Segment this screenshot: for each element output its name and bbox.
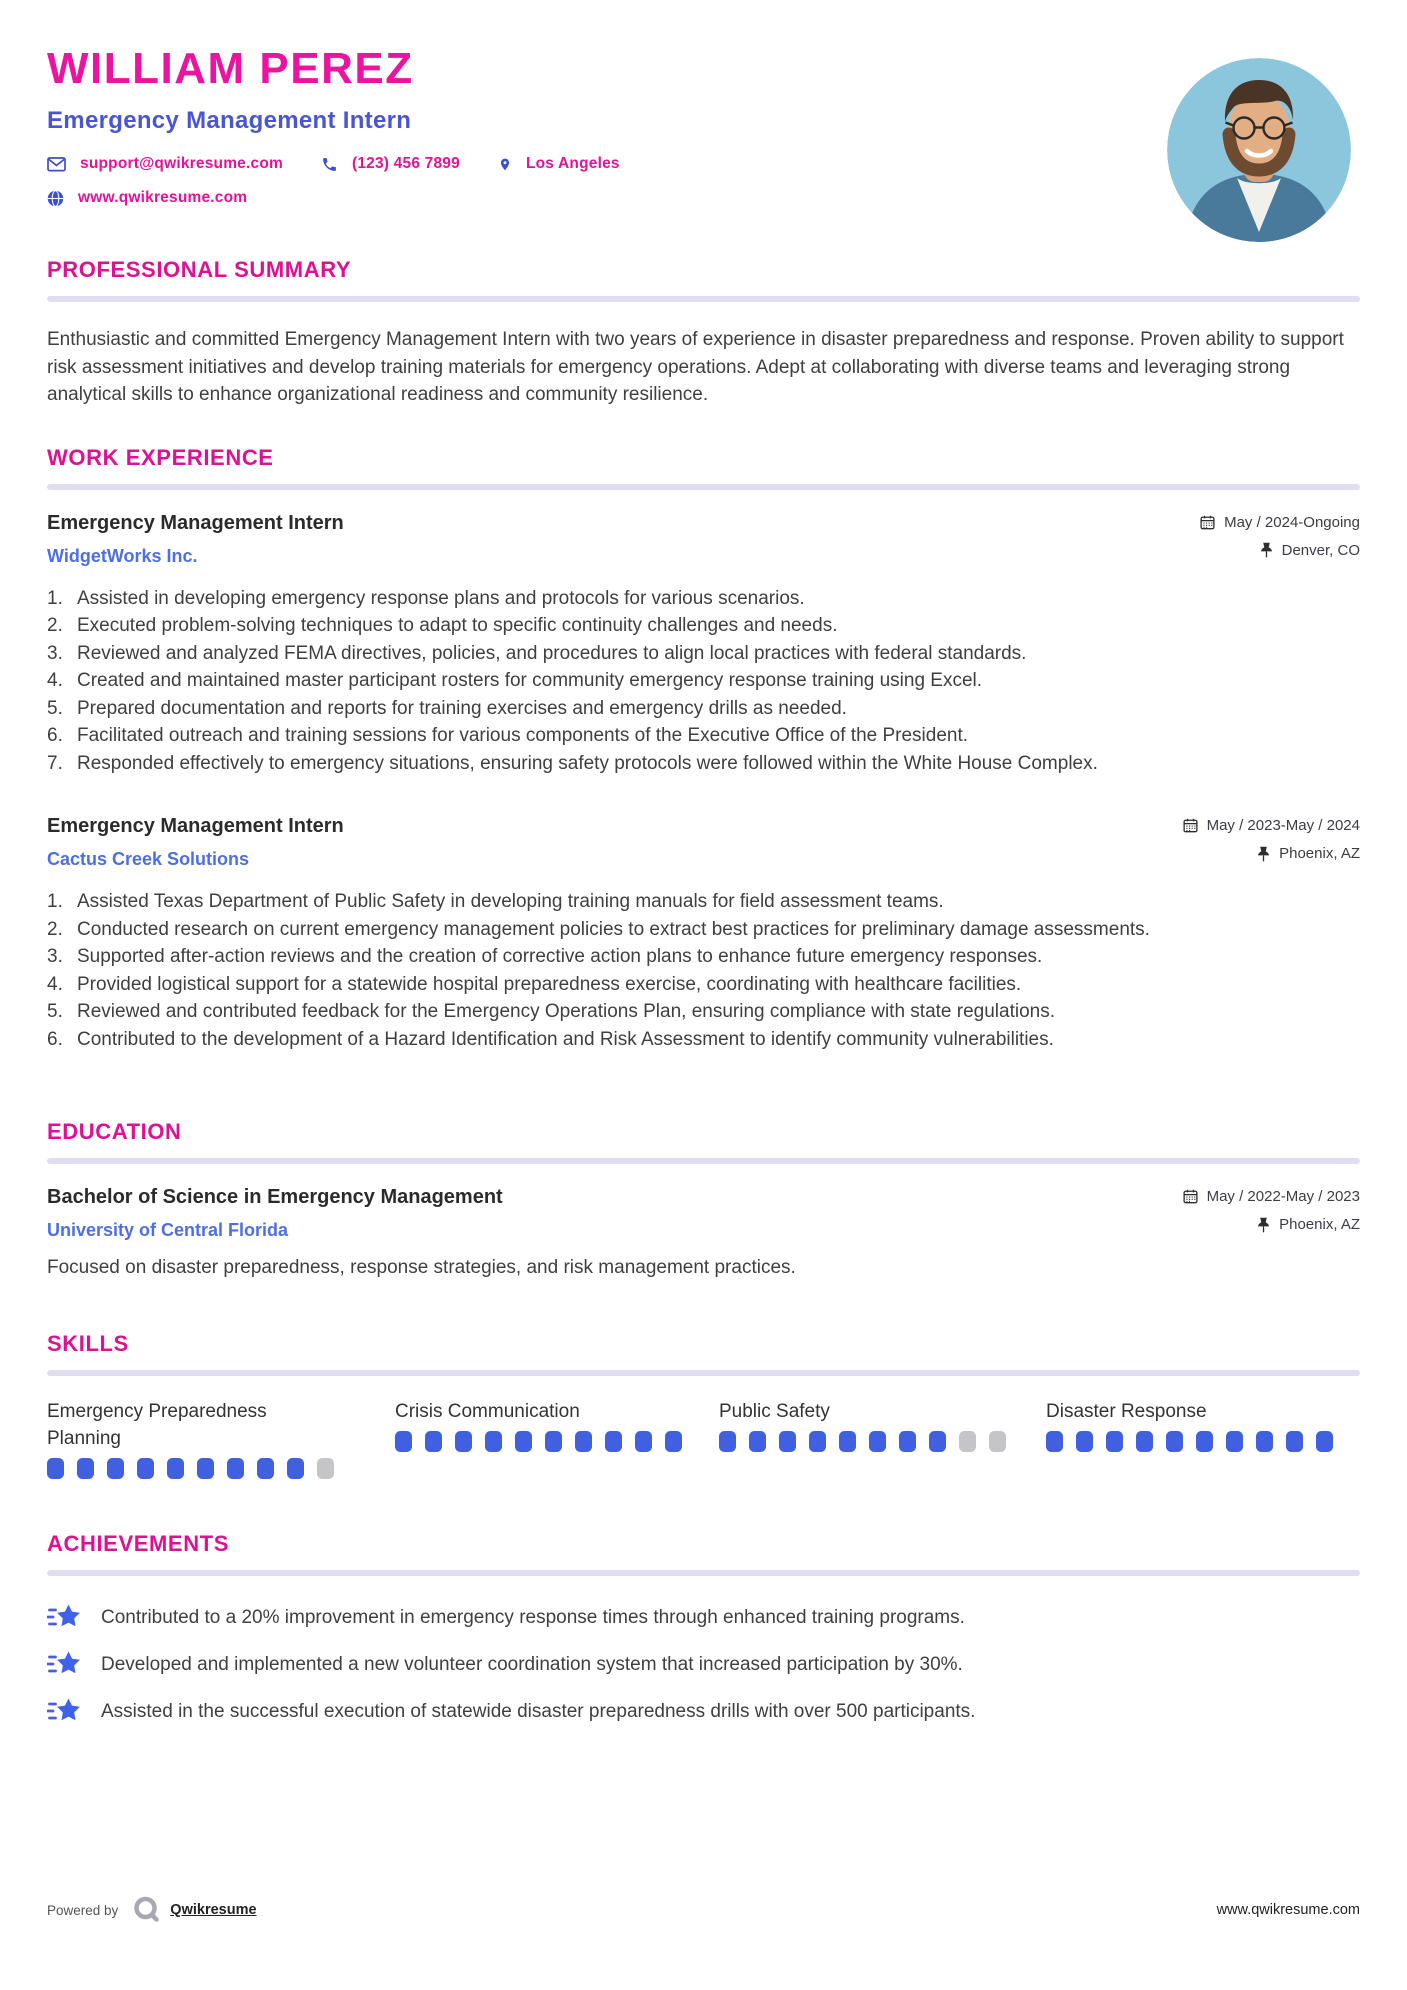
achievement-text: Developed and implemented a new volunteer coordination system that increased participation by 30%. [101, 1654, 963, 1676]
education-heading: EDUCATION [47, 1119, 182, 1145]
location-text: Los Angeles [525, 155, 620, 173]
skill-dot [1256, 1431, 1273, 1452]
skill-dot [959, 1431, 976, 1452]
skill-dot [425, 1431, 442, 1452]
candidate-name: WILLIAM PEREZ [47, 44, 414, 93]
job-dates-text: May / 2024-Ongoing [1224, 513, 1360, 531]
summary-text: Enthusiastic and committed Emergency Management Intern with two years of experience in disaster preparedness and response. Proven ability to support risk assessment initiatives and develop training materials for emergency operations. Adept at collaborating with diverse teams and leveraging strong analytical skills to enhance organizational readiness and community resilience. [47, 329, 1344, 406]
summary-heading: PROFESSIONAL SUMMARY [47, 257, 352, 283]
powered-by-label: Powered by [47, 1902, 119, 1918]
section-divider [47, 1570, 1360, 1576]
job-bullet: Provided logistical support for a statewide hospital preparedness exercise, coordinating with healthcare facilities. [77, 973, 1022, 995]
skill-level [395, 1431, 719, 1452]
phone-text: (123) 456 7899 [351, 155, 460, 173]
skill-dot [287, 1458, 304, 1479]
job-entry [47, 512, 1360, 778]
skill-dot [989, 1431, 1006, 1452]
skill-dot [455, 1431, 472, 1452]
job-bullet: Reviewed and contributed feedback for the Emergency Operations Plan, ensuring compliance with state regulations. [77, 1001, 1055, 1023]
section-divider [47, 296, 1360, 302]
skill-dot [197, 1458, 214, 1479]
qwikresume-logo-icon [132, 1895, 162, 1925]
skill-dot [395, 1431, 412, 1452]
job-entry [47, 815, 1360, 1053]
skill-level [719, 1431, 1046, 1452]
job-bullet: Conducted research on current emergency management policies to extract best practices for preliminary damage assessments. [77, 918, 1150, 940]
skill-dot [1136, 1431, 1153, 1452]
achievement-text: Contributed to a 20% improvement in emergency response times through enhanced training programs. [101, 1607, 965, 1629]
profile-photo [1167, 58, 1351, 242]
skill-dot [545, 1431, 562, 1452]
education-dates-text: May / 2022-May / 2023 [1206, 1188, 1360, 1206]
skill-name: Disaster Response [1046, 1401, 1207, 1423]
education-entry [47, 1186, 1360, 1279]
job-dates [1183, 817, 1360, 834]
job-bullet: Executed problem-solving techniques to adapt to specific continuity challenges and needs. [77, 615, 838, 637]
contact-website[interactable] [47, 189, 247, 207]
skill-dot [749, 1431, 766, 1452]
calendar-icon [1183, 1189, 1198, 1204]
job-location-text: Phoenix, AZ [1279, 845, 1360, 863]
email-text: support@qwikresume.com [80, 155, 283, 173]
skill-name: Emergency Preparedness Planning [47, 1401, 267, 1450]
skill-dot [137, 1458, 154, 1479]
section-achievements [47, 1531, 1360, 1727]
skill-dot [1166, 1431, 1183, 1452]
contact-row [47, 155, 1360, 173]
achievement-item [47, 1649, 1360, 1680]
achievements-heading: ACHIEVEMENTS [47, 1531, 229, 1557]
skill-dot [317, 1458, 334, 1479]
job-company: WidgetWorks Inc. [47, 545, 198, 566]
skill-dot [1196, 1431, 1213, 1452]
skill-dot [1106, 1431, 1123, 1452]
job-bullet: Contributed to the development of a Hazard Identification and Risk Assessment to identify community vulnerabilities. [77, 1028, 1054, 1050]
pushpin-icon [1257, 1217, 1270, 1233]
globe-icon [47, 190, 64, 207]
website-row [47, 189, 1360, 207]
skill-dot [1286, 1431, 1303, 1452]
skill-dot [869, 1431, 886, 1452]
skill-dot [227, 1458, 244, 1479]
job-bullet-list [47, 888, 1297, 1053]
skill-dot [515, 1431, 532, 1452]
shooting-star-icon [47, 1649, 81, 1680]
job-location-text: Denver, CO [1281, 541, 1360, 559]
achievement-text: Assisted in the successful execution of statewide disaster preparedness drills with over 500 participants. [101, 1701, 976, 1723]
section-work-experience [47, 445, 1360, 1054]
contact-phone [321, 155, 460, 173]
contact-location [498, 155, 620, 173]
section-education [47, 1119, 1360, 1279]
skill-dot [605, 1431, 622, 1452]
job-bullet: Prepared documentation and reports for training exercises and emergency drills as needed. [77, 697, 847, 719]
skill-dot [1046, 1431, 1063, 1452]
job-bullet: Responded effectively to emergency situations, ensuring safety protocols were followed within the White House Complex. [77, 752, 1098, 774]
skills-grid [47, 1398, 1360, 1479]
job-bullet-list [47, 585, 1297, 778]
job-bullet: Facilitated outreach and training sessions for various components of the Executive Office of the President. [77, 725, 969, 747]
education-location-text: Phoenix, AZ [1279, 1216, 1360, 1234]
shooting-star-icon [47, 1602, 81, 1633]
pushpin-icon [1257, 846, 1270, 862]
skill-level [47, 1458, 395, 1479]
job-dates-text: May / 2023-May / 2024 [1206, 817, 1360, 835]
section-divider [47, 1370, 1360, 1376]
skill-item [719, 1398, 1046, 1452]
skill-name: Public Safety [719, 1401, 830, 1423]
skill-dot [635, 1431, 652, 1452]
job-company: Cactus Creek Solutions [47, 849, 250, 870]
skill-dot [899, 1431, 916, 1452]
skill-name: Crisis Communication [395, 1401, 580, 1423]
website-text: www.qwikresume.com [78, 189, 248, 207]
skill-dot [1076, 1431, 1093, 1452]
job-bullet: Created and maintained master participant rosters for community emergency response training using Excel. [77, 670, 983, 692]
job-bullet: Assisted in developing emergency response plans and protocols for various scenarios. [77, 587, 805, 609]
degree-title: Bachelor of Science in Emergency Management [47, 1186, 503, 1209]
shooting-star-icon [47, 1696, 81, 1727]
job-bullet: Supported after-action reviews and the creation of corrective action plans to enhance future emergency responses. [77, 946, 1043, 968]
skill-dot [665, 1431, 682, 1452]
skill-dot [167, 1458, 184, 1479]
job-title: Emergency Management Intern [47, 511, 344, 534]
skill-dot [485, 1431, 502, 1452]
skill-dot [839, 1431, 856, 1452]
header [47, 44, 1360, 207]
skill-dot [107, 1458, 124, 1479]
contact-email[interactable] [47, 155, 283, 173]
achievement-item [47, 1602, 1360, 1633]
qwikresume-link[interactable]: Qwikresume [170, 1902, 257, 1918]
skill-dot [77, 1458, 94, 1479]
avatar-illustration [1167, 58, 1351, 242]
skill-dot [257, 1458, 274, 1479]
school-name: University of Central Florida [47, 1220, 289, 1241]
footer [47, 1895, 1360, 1925]
skill-dot [47, 1458, 64, 1479]
job-location [1257, 845, 1360, 862]
skill-item [1046, 1398, 1360, 1452]
section-summary [47, 257, 1360, 409]
section-divider [47, 484, 1360, 490]
education-description: Focused on disaster preparedness, response strategies, and risk management practices. [47, 1257, 796, 1279]
phone-icon [321, 156, 338, 173]
footer-website: www.qwikresume.com [1216, 1902, 1360, 1918]
envelope-icon [47, 156, 66, 172]
skill-dot [575, 1431, 592, 1452]
skill-item [395, 1398, 719, 1452]
education-dates [1183, 1188, 1360, 1205]
skill-dot [779, 1431, 796, 1452]
pushpin-icon [1260, 542, 1273, 558]
achievements-list [47, 1602, 1360, 1727]
job-location [1260, 542, 1360, 559]
map-pin-icon [498, 156, 512, 173]
work-heading: WORK EXPERIENCE [47, 444, 274, 470]
skill-dot [1226, 1431, 1243, 1452]
skill-dot [929, 1431, 946, 1452]
job-bullet: Reviewed and analyzed FEMA directives, policies, and procedures to align local practices with federal standards. [77, 642, 1027, 664]
skill-level [1046, 1431, 1360, 1452]
calendar-icon [1200, 515, 1215, 530]
skills-heading: SKILLS [47, 1331, 129, 1357]
achievement-item [47, 1696, 1360, 1727]
section-divider [47, 1158, 1360, 1164]
calendar-icon [1183, 818, 1198, 833]
skill-dot [809, 1431, 826, 1452]
job-bullet: Assisted Texas Department of Public Safety in developing training manuals for field assessment teams. [77, 891, 944, 913]
candidate-title: Emergency Management Intern [47, 107, 412, 135]
section-skills [47, 1331, 1360, 1479]
job-title: Emergency Management Intern [47, 815, 344, 838]
skill-item [47, 1398, 395, 1479]
skill-dot [719, 1431, 736, 1452]
education-location [1257, 1216, 1360, 1233]
skill-dot [1316, 1431, 1333, 1452]
job-dates [1200, 514, 1360, 531]
